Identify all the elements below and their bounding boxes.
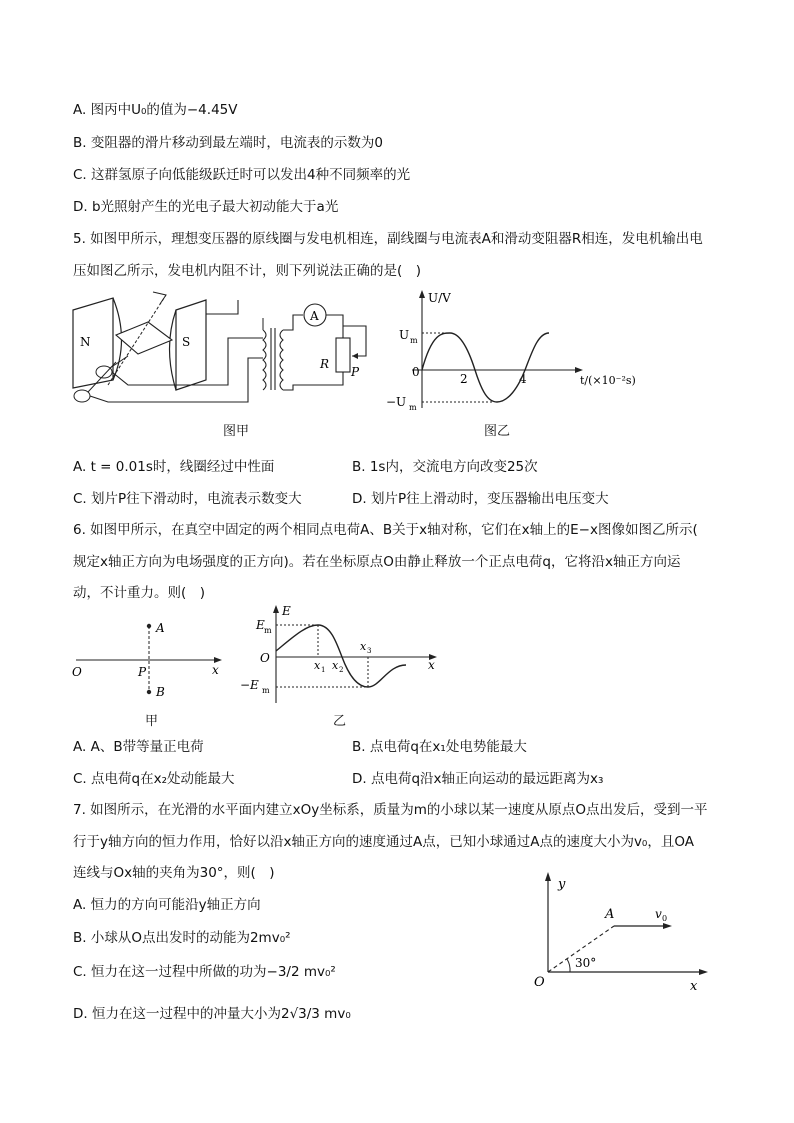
svg-text:O: O (260, 651, 270, 665)
q5-option-b: B. 1s内，交流电方向改变25次 (352, 459, 538, 475)
q6-fig-jia-caption: 甲 (145, 714, 159, 729)
q5-figure-voltage-graph (384, 288, 654, 413)
svg-text:x: x (690, 979, 698, 993)
q6-option-d: D. 点电荷q沿x轴正向运动的最远距离为x₃ (352, 771, 604, 787)
q7-option-a: A. 恒力的方向可能沿y轴正方向 (73, 897, 261, 913)
svg-text:4: 4 (519, 372, 527, 386)
label-s: S (182, 335, 191, 349)
q4-option-b: B. 变阻器的滑片移动到最左端时，电流表的示数为0 (73, 135, 383, 151)
svg-text:x: x (428, 658, 435, 672)
q5-fig-jia-caption: 图甲 (223, 424, 250, 439)
q5-option-c: C. 划片P往下滑动时，电流表示数变大 (73, 491, 302, 507)
svg-text:O: O (72, 665, 82, 679)
label-ammeter: A (310, 309, 319, 323)
axis-u: U/V (428, 291, 451, 305)
q4-option-c: C. 这群氢原子向低能级跃迁时可以发出4种不同频率的光 (73, 167, 411, 183)
svg-text:B: B (156, 685, 165, 699)
q6-option-c: C. 点电荷q在x₂处动能最大 (73, 771, 235, 787)
rheostat (336, 338, 350, 372)
svg-text:E: E (256, 618, 265, 632)
charge-a (147, 624, 151, 628)
q7-option-d: D. 恒力在这一过程中的冲量大小为2√3/3 mv₀ (73, 1006, 351, 1022)
q5-fig-yi-caption: 图乙 (484, 424, 511, 439)
q6-stem-line2: 规定x轴正方向为电场强度的正方向)。若在坐标原点O由静止释放一个正点电荷q，它将沿x轴正方向运 (73, 554, 681, 570)
svg-text:3: 3 (367, 647, 372, 655)
q5-stem-line2: 压如图乙所示，发电机内阻不计，则下列说法正确的是( ) (73, 263, 422, 279)
svg-text:m: m (410, 336, 418, 345)
svg-text:x: x (314, 659, 321, 672)
q6-figure-e-x-graph (238, 603, 443, 708)
charge-b (147, 690, 151, 694)
q6-figure-charges (68, 612, 228, 707)
svg-text:U: U (399, 328, 410, 342)
svg-text:m: m (264, 626, 272, 635)
e-x-curve (276, 625, 406, 687)
q4-option-a: A. 图丙中U₀的值为−4.45V (73, 102, 238, 118)
svg-text:x: x (360, 640, 367, 653)
secondary-coil (280, 330, 283, 390)
q5-stem-line1: 5. 如图甲所示，理想变压器的原线圈与发电机相连，副线圈与电流表A和滑动变阻器R相连，发电机输出电 (73, 231, 703, 247)
q7-option-c: C. 恒力在这一过程中所做的功为−3/2 mv₀² (73, 964, 336, 980)
q7-option-b: B. 小球从O点出发时的动能为2mv₀² (73, 930, 291, 946)
svg-text:P: P (138, 665, 147, 679)
svg-text:x: x (332, 659, 339, 672)
q7-stem-line1: 7. 如图所示，在光滑的水平面内建立xOy坐标系，质量为m的小球以某一速度从原点O点出发后，受到一平 (73, 802, 708, 818)
svg-text:A: A (156, 621, 165, 635)
q6-option-b: B. 点电荷q在x₁处电势能最大 (352, 739, 527, 755)
sine-curve (422, 333, 549, 402)
svg-text:2: 2 (460, 372, 468, 386)
svg-text:E: E (282, 604, 291, 618)
svg-text:m: m (409, 403, 417, 412)
magnet-s (176, 300, 206, 390)
q5-figure-generator (68, 290, 373, 415)
q7-stem-line3: 连线与Ox轴的夹角为30°，则( ) (73, 865, 275, 881)
primary-coil (263, 330, 266, 390)
svg-text:1: 1 (321, 666, 326, 674)
svg-text:A: A (605, 907, 615, 922)
q7-figure-trajectory (530, 868, 720, 993)
q6-fig-yi-caption: 乙 (333, 714, 347, 729)
q5-option-d: D. 划片P往上滑动时，变压器输出电压变大 (352, 491, 609, 507)
svg-text:0: 0 (412, 365, 420, 379)
label-n: N (80, 335, 91, 349)
svg-text:2: 2 (339, 666, 344, 674)
svg-text:−U: −U (386, 395, 407, 409)
q6-stem-line3: 动，不计重力。则( ) (73, 585, 206, 601)
svg-text:O: O (534, 975, 545, 990)
q6-option-a: A. A、B带等量正电荷 (73, 739, 204, 755)
svg-text:v: v (655, 907, 662, 921)
svg-text:y: y (558, 877, 566, 892)
svg-text:30°: 30° (575, 956, 597, 970)
svg-text:x: x (212, 663, 219, 677)
svg-text:m: m (262, 686, 270, 695)
q7-stem-line2: 行于y轴方向的恒力作用，恰好以沿x轴正方向的速度通过A点，已知小球通过A点的速度大小为v₀，且OA (73, 834, 694, 850)
coil (116, 322, 172, 354)
axis-t: t/(×10⁻²s) (580, 374, 636, 387)
label-p: P (351, 365, 360, 379)
q4-option-d: D. b光照射产生的光电子最大初动能大于a光 (73, 199, 339, 215)
svg-text:0: 0 (662, 914, 668, 923)
q5-option-a: A. t = 0.01s时，线圈经过中性面 (73, 459, 275, 475)
svg-text:−E: −E (240, 678, 259, 692)
label-r: R (320, 357, 330, 371)
q6-stem-line1: 6. 如图甲所示，在真空中固定的两个相同点电荷A、B关于x轴对称，它们在x轴上的E−x图像如图乙所示( (73, 522, 698, 538)
